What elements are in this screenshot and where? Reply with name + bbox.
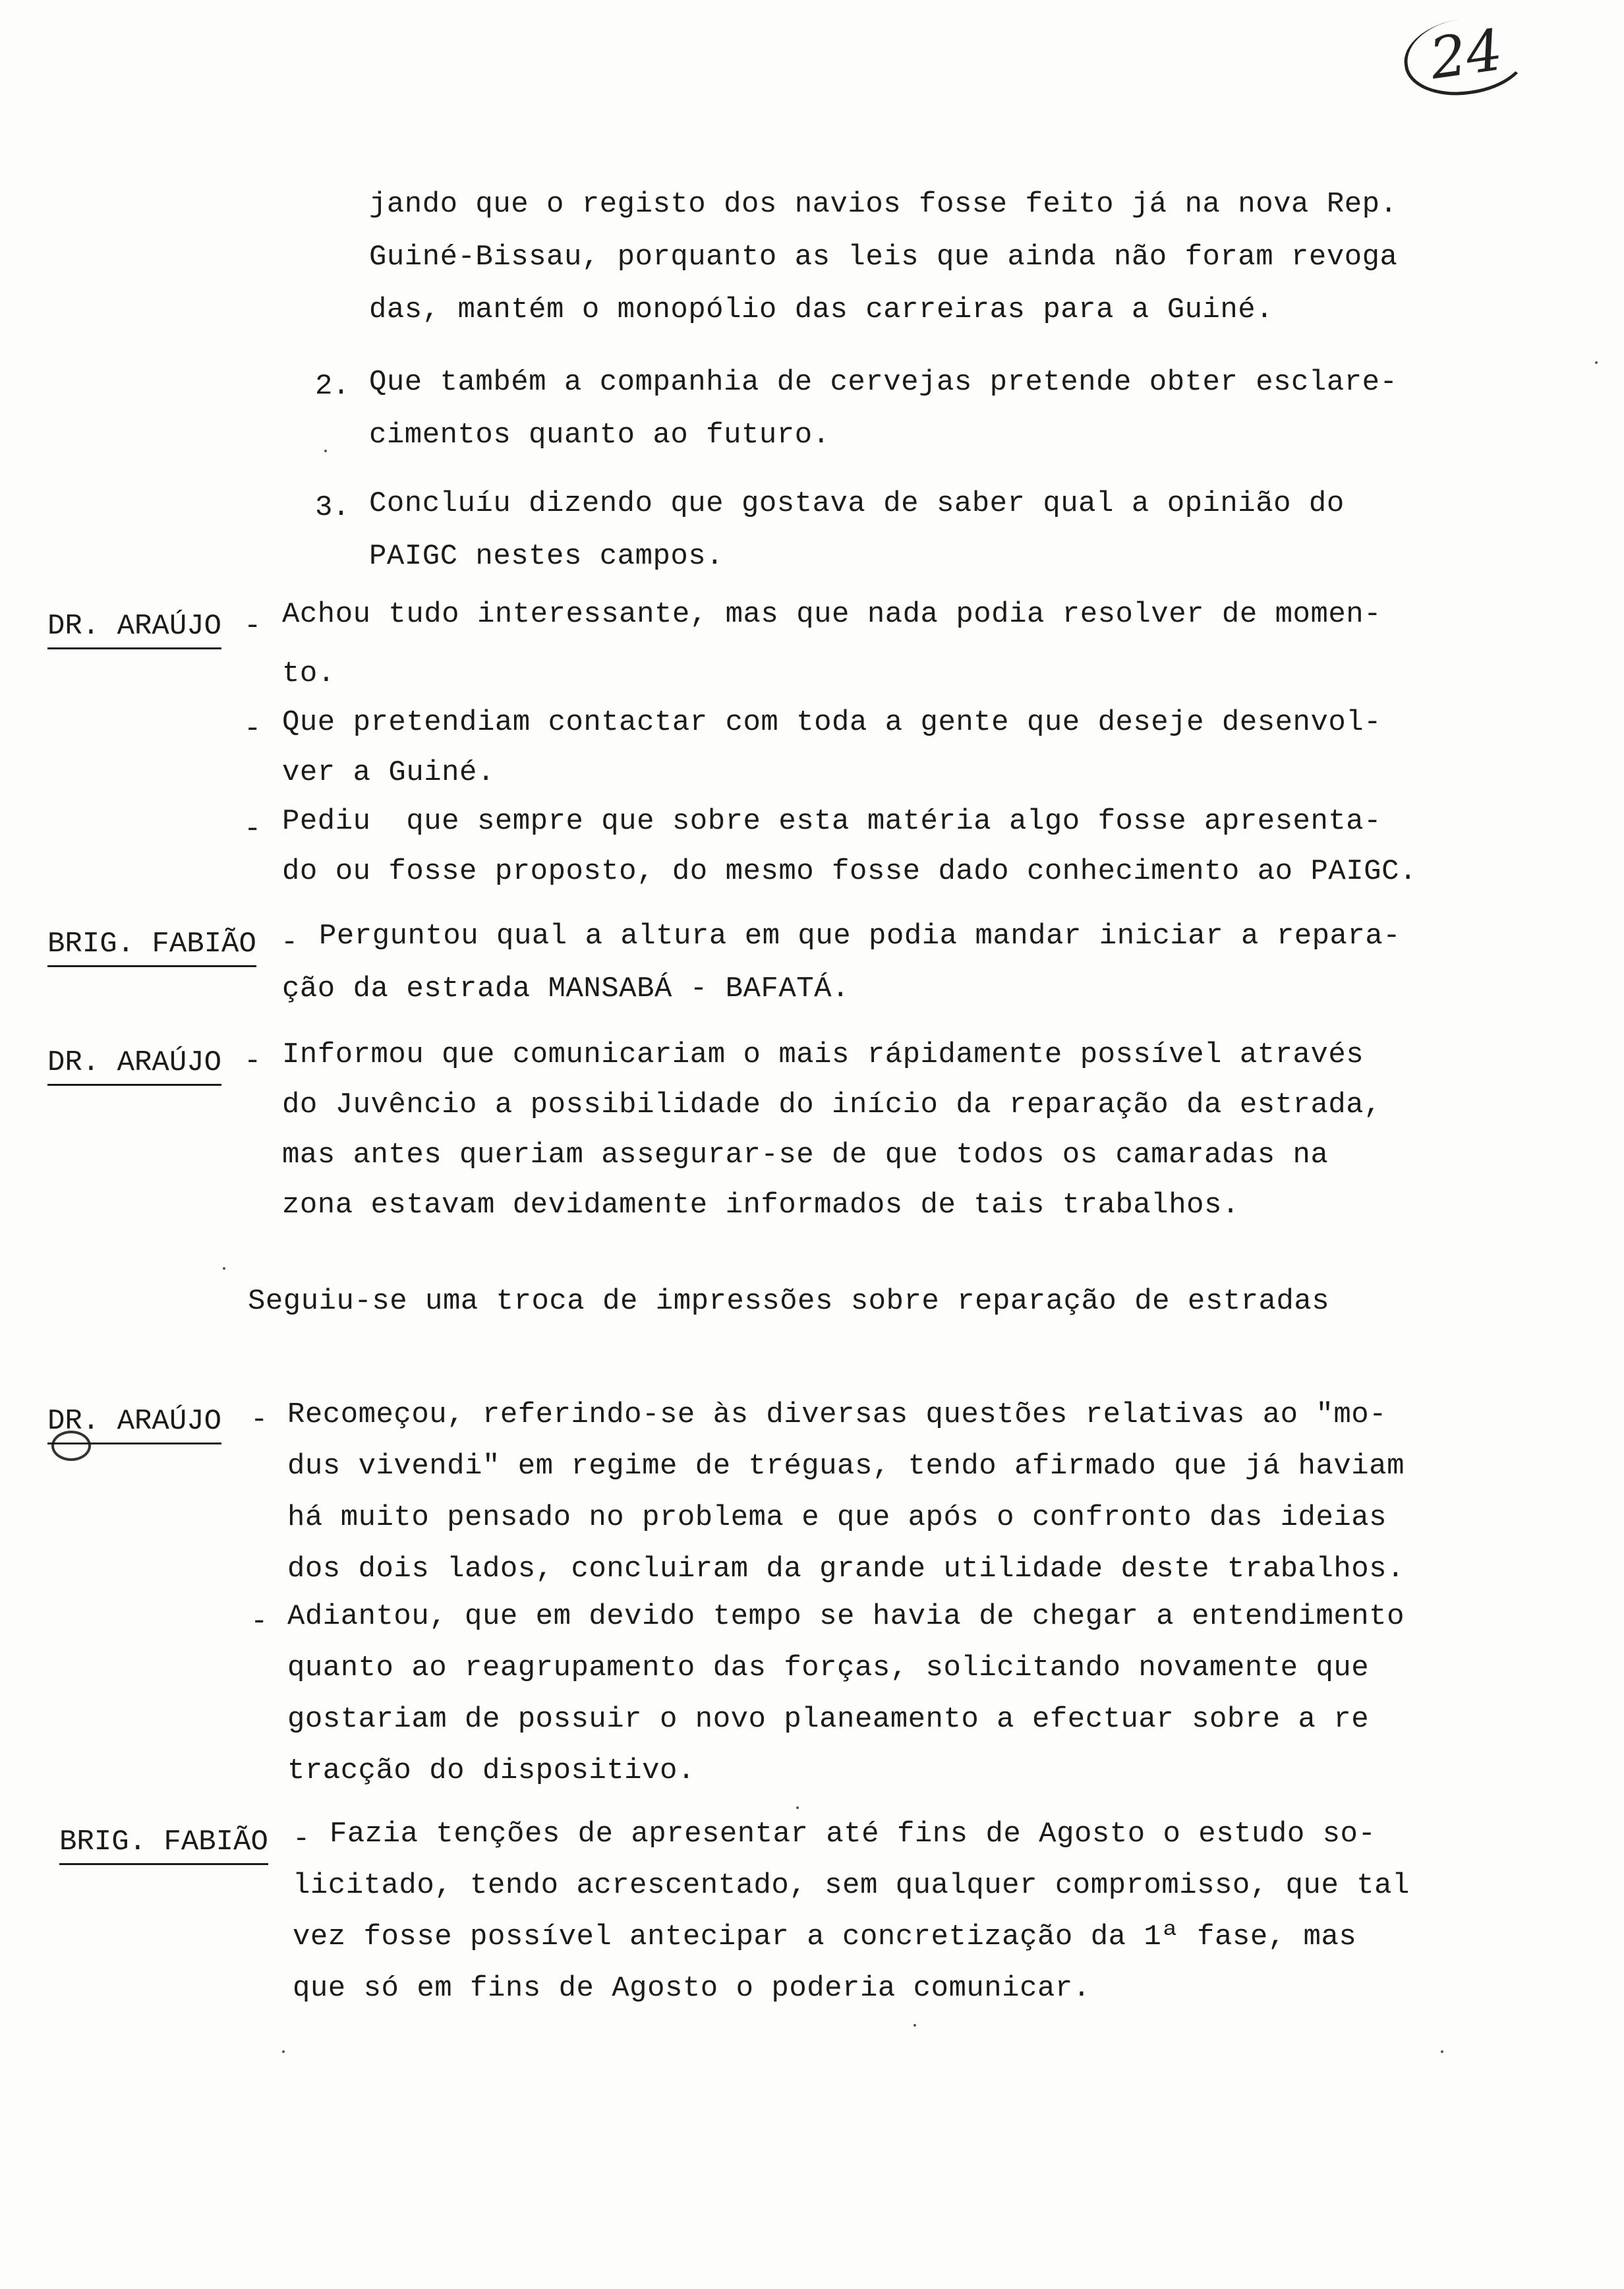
- dash-bullet: -: [281, 926, 299, 959]
- dash-bullet: -: [244, 610, 262, 643]
- entry-line: ver a Guiné.: [282, 756, 495, 789]
- item-line: Que também a companhia de cervejas pretende obter esclare-: [369, 366, 1398, 399]
- scan-speck: [223, 1267, 225, 1270]
- intro-line: jando que o registo dos navios fosse feito já na nova Rep.: [369, 188, 1398, 221]
- interlude-text: Seguiu-se uma troca de impressões sobre reparação de estradas: [248, 1285, 1330, 1318]
- scan-speck: [324, 450, 327, 452]
- entry-line: tracção do dispositivo.: [287, 1754, 695, 1787]
- entry-line: dos dois lados, concluiram da grande utilidade deste trabalhos.: [287, 1553, 1405, 1586]
- dash-bullet: -: [250, 1605, 268, 1638]
- entry-line: Recomeçou, referindo-se às diversas questões relativas ao "mo-: [287, 1398, 1387, 1431]
- scan-speck: [914, 2024, 916, 2027]
- item-number: 3.: [315, 491, 350, 524]
- dash-bullet: -: [293, 1823, 310, 1856]
- entry-line: Fazia tenções de apresentar até fins de Agosto o estudo so-: [330, 1818, 1376, 1851]
- speaker-label: DR. ARAÚJO: [47, 1044, 221, 1086]
- entry-line: ção da estrada MANSABÁ - BAFATÁ.: [282, 972, 850, 1005]
- dash-bullet: -: [250, 1404, 268, 1437]
- entry-line: há muito pensado no problema e que após o confronto das ideias: [287, 1501, 1387, 1534]
- speaker-label: DR. ARAÚJO: [47, 608, 221, 649]
- page-number: 24: [1399, 10, 1534, 102]
- item-line: cimentos quanto ao futuro.: [369, 419, 830, 452]
- scan-speck: [282, 2050, 285, 2053]
- item-line: PAIGC nestes campos.: [369, 540, 724, 573]
- speaker-label: DR. ARAÚJO: [47, 1403, 221, 1444]
- dash-bullet: -: [244, 813, 262, 846]
- entry-line: dus vivendi" em regime de tréguas, tendo afirmado que já haviam: [287, 1450, 1405, 1483]
- intro-line: das, mantém o monopólio das carreiras para a Guiné.: [369, 293, 1274, 326]
- entry-line: quanto ao reagrupamento das forças, solicitando novamente que: [287, 1651, 1370, 1684]
- scan-speck: [1441, 2050, 1443, 2053]
- entry-line: que só em fins de Agosto o poderia comunicar.: [293, 1972, 1091, 2005]
- entry-line: do Juvêncio a possibilidade do início da reparação da estrada,: [282, 1088, 1382, 1121]
- entry-line: Informou que comunicariam o mais rápidamente possível através: [282, 1038, 1364, 1071]
- entry-line: licitado, tendo acrescentado, sem qualquer compromisso, que tal: [293, 1869, 1410, 1902]
- entry-line: to.: [282, 657, 335, 690]
- entry-line: zona estavam devidamente informados de tais trabalhos.: [282, 1189, 1240, 1222]
- intro-line: Guiné-Bissau, porquanto as leis que ainda não foram revoga: [369, 241, 1398, 274]
- item-number: 2.: [315, 370, 350, 403]
- entry-line: do ou fosse proposto, do mesmo fosse dado conhecimento ao PAIGC.: [282, 855, 1417, 888]
- item-line: Concluíu dizendo que gostava de saber qual a opinião do: [369, 487, 1345, 520]
- entry-line: gostariam de possuir o novo planeamento a efectuar sobre a re: [287, 1703, 1370, 1736]
- entry-line: Achou tudo interessante, mas que nada podia resolver de momen-: [282, 598, 1382, 631]
- scan-speck: [796, 1806, 799, 1809]
- entry-line: Que pretendiam contactar com toda a gente que deseje desenvol-: [282, 706, 1382, 739]
- entry-line: Adiantou, que em devido tempo se havia de chegar a entendimento: [287, 1600, 1405, 1633]
- entry-line: mas antes queriam assegurar-se de que todos os camaradas na: [282, 1139, 1329, 1172]
- entry-line: vez fosse possível antecipar a concretização da 1ª fase, mas: [293, 1920, 1357, 1953]
- scan-speck: [1595, 361, 1598, 364]
- speaker-label: BRIG. FABIÃO: [59, 1824, 268, 1865]
- speaker-label: BRIG. FABIÃO: [47, 926, 256, 967]
- entry-line: Pediu que sempre que sobre esta matéria algo fosse apresenta-: [282, 805, 1382, 838]
- dash-bullet: -: [244, 713, 262, 746]
- entry-line: Perguntou qual a altura em que podia mandar iniciar a repara-: [319, 920, 1401, 953]
- dash-bullet: -: [244, 1045, 262, 1078]
